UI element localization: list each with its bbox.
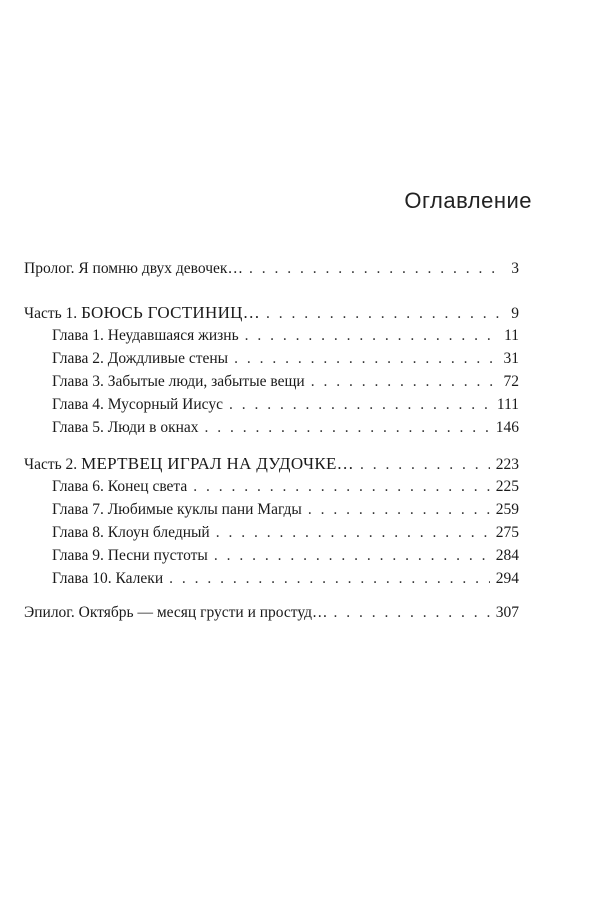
dot-leader [169,568,490,590]
dot-leader [311,371,498,393]
toc-entry-prologue [0,258,612,280]
toc-entry-chapter-2 [0,348,612,370]
page-number: 31 [503,350,519,367]
toc-entry-part-1 [0,302,612,324]
entry-label [24,453,354,476]
dot-leader [266,303,504,325]
entry-label: Глава 2. Дождливые стены [52,350,229,367]
page-number: 225 [495,478,519,495]
page-number: 275 [495,524,519,541]
dot-leader [193,476,489,498]
page-number: 72 [503,373,519,390]
page-number: 307 [495,604,519,621]
dot-leader [214,545,490,567]
toc-entry-chapter-8 [0,522,612,544]
entry-label: Глава 9. Песни пустоты [52,547,208,564]
dot-leader [334,602,490,624]
part-title: БОЮСЬ ГОСТИНИЦ… [81,303,261,322]
toc-entry-chapter-10 [0,568,612,590]
dot-leader [245,325,498,347]
part-title: МЕРТВЕЦ ИГРАЛ НА ДУДОЧКЕ… [81,454,354,473]
entry-label: Пролог. Я помню двух девочек… [24,260,243,277]
dot-leader [249,258,503,280]
entry-label: Глава 7. Любимые куклы пани Магды [52,501,302,518]
part-prefix: Часть 1. [24,305,78,322]
toc-entry-chapter-5 [0,417,612,439]
toc-entry-epilogue [0,602,612,624]
dot-leader [216,522,490,544]
entry-label: Эпилог. Октябрь — месяц грусти и простуд… [24,604,328,621]
page-number: 111 [496,396,519,413]
entry-label [24,302,260,325]
dot-leader [308,499,490,521]
entry-label: Глава 10. Калеки [52,570,164,587]
entry-label: Глава 4. Мусорный Иисус [52,396,223,413]
entry-label: Глава 8. Клоун бледный [52,524,210,541]
entry-label: Глава 6. Конец света [52,478,188,495]
toc-entry-chapter-6 [0,476,612,498]
toc-entry-part-2 [0,453,612,475]
page-number: 3 [511,260,519,277]
toc-entry-chapter-4 [0,394,612,416]
toc-entry-chapter-7 [0,499,612,521]
dot-leader [234,348,497,370]
page-number: 284 [495,547,519,564]
entry-label: Глава 1. Неудавшаяся жизнь [52,327,239,344]
page-number: 223 [495,456,519,473]
dot-leader [205,417,490,439]
toc-entry-chapter-1 [0,325,612,347]
dot-leader [360,454,490,476]
part-prefix: Часть 2. [24,456,78,473]
toc-entry-chapter-3 [0,371,612,393]
page-number: 146 [495,419,519,436]
page-number: 294 [495,570,519,587]
toc-entry-chapter-9 [0,545,612,567]
page-number: 9 [511,305,519,322]
page-number: 259 [495,501,519,518]
entry-label: Глава 3. Забытые люди, забытые вещи [52,373,305,390]
page-number: 11 [504,327,519,344]
toc-title: Оглавление [404,188,532,213]
entry-label: Глава 5. Люди в окнах [52,419,199,436]
dot-leader [229,394,491,416]
